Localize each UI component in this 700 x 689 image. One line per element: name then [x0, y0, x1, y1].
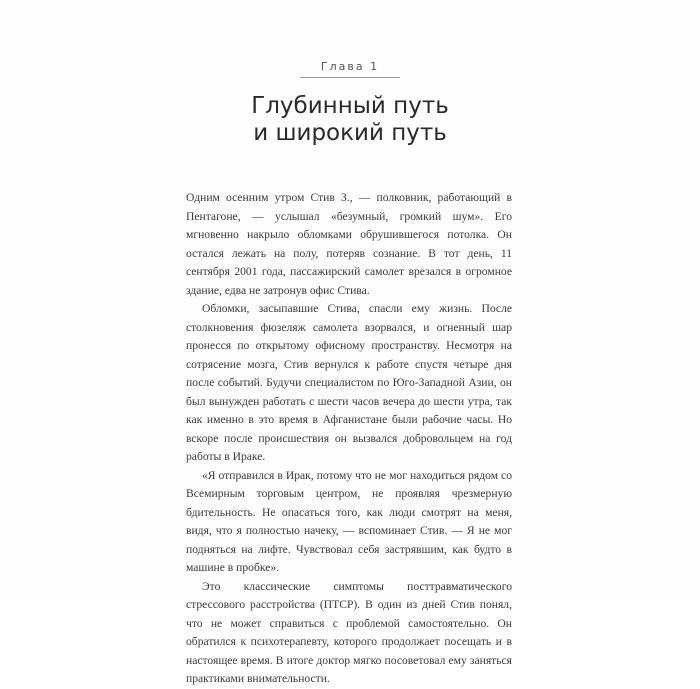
chapter-divider — [300, 77, 400, 78]
chapter-label: Глава 1 — [320, 60, 380, 73]
chapter-title-line-2: и широкий путь — [253, 120, 447, 146]
paragraph: Одним осенним утром Стив З., — полковник, работающий в Пентагоне, — услышал «безумный, громкий шум». Его мгновенно накрыло обломками обрушившегося потолка. Он остался лежать на полу, потеряв сознание. В тот день, 11 сентября 2001 года, пассажирский самолет врезался в огромное здание, едва не затронув офис Стива. — [186, 191, 512, 297]
paragraph: Обломки, засыпавшие Стива, спасли ему жизнь. После столкновения фюзеляж самолета взорвался, и огненный шар пронесся по открытому офисному пространству. Несмотря на сотрясение мозга, Стив вернулся к работе спустя четыре дня после событий. Будучи специалистом по Юго-Западной Азии, он был вынужден работать с шести часов вечера до шести утра, так как именно в это время в Афганистане были рабочие часы. Но вскоре после происшествия он вызвался добровольцем на год работы в Ираке. — [186, 302, 512, 463]
chapter-title — [0, 93, 700, 147]
body-text — [186, 189, 512, 689]
chapter-title-line-1: Глубинный путь — [251, 93, 449, 119]
paragraph: «Я отправился в Ирак, потому что не мог находиться рядом со Всемирным торговым центром, не проявляя чрезмерную бдительность. Не опасаться того, как люди смотрят на меня, видя, что я полностью начеку, — вспоминает Стив. — Я не мог подняться на лифте. Чувствовал себя застрявшим, как будто в машине в пробке». — [186, 468, 512, 574]
paragraph: Это классические симптомы посттравматического стрессового расстройства (ПТСР). В один из дней Стив понял, что не может справиться с проблемой самостоятельно. Он обратился к психотерапевту, которого продолжает посещать и в настоящее время. В итоге доктор мягко посоветовал ему заняться практиками внимательности. — [186, 579, 512, 685]
